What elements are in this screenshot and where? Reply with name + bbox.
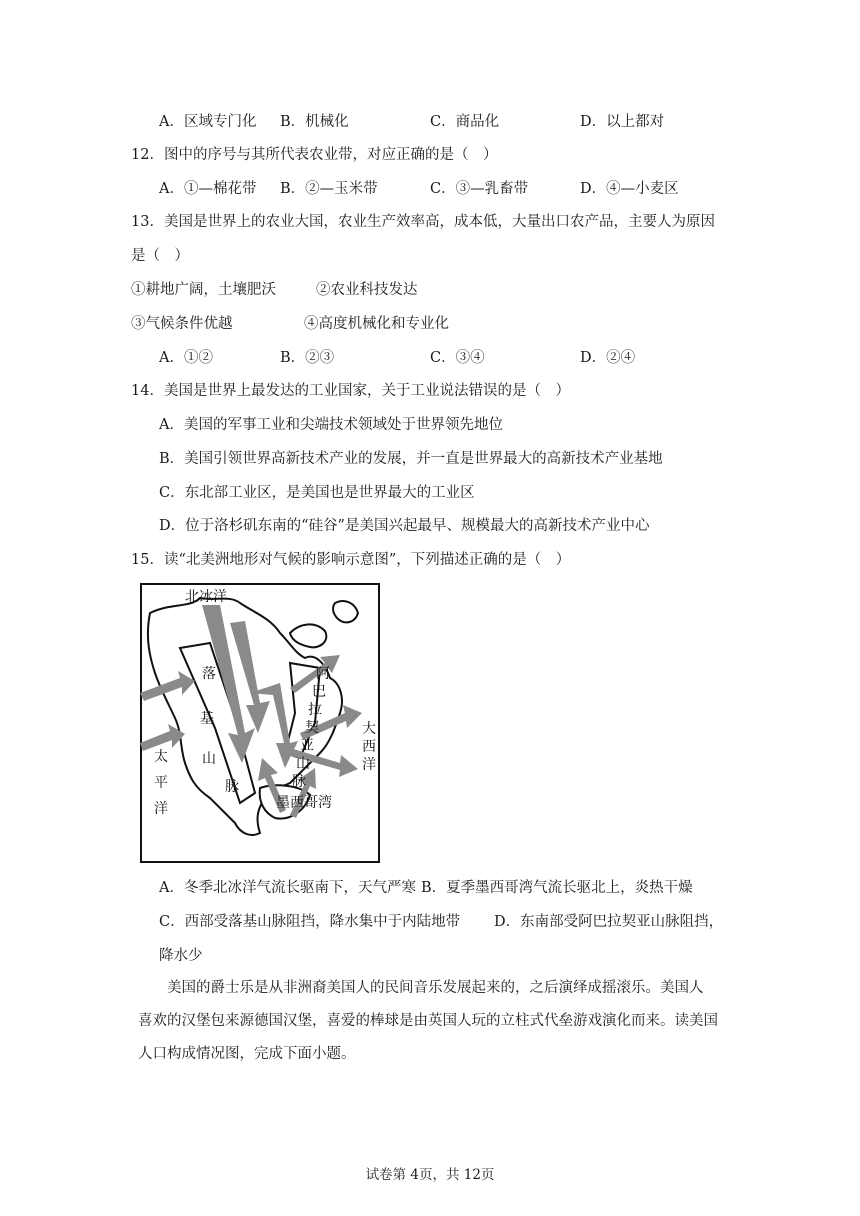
- map-label-atlantic-3: 洋: [362, 757, 376, 773]
- q15-option-d: D．东南部受阿巴拉契亚山脉阻挡，: [494, 914, 724, 930]
- map-label-appalachian-3: 拉: [308, 702, 322, 718]
- q13-option-d: D．②④: [580, 350, 636, 366]
- passage-line-2: 喜欢的汉堡包来源德国汉堡，喜爱的棒球是由英国人玩的立柱式代垒游戏演化而来。读美国: [138, 1013, 718, 1029]
- map-label-rocky-3: 山: [202, 751, 216, 767]
- q11-option-a: A．区域专门化: [159, 114, 257, 130]
- q14-option-c: C．东北部工业区，是美国也是世界最大的工业区: [159, 485, 475, 501]
- q13-option-a: A．①②: [159, 350, 213, 366]
- map-label-appalachian-5: 亚: [300, 738, 314, 754]
- q11-option-c: C．商品化: [430, 114, 500, 130]
- map-label-arctic: 北冰洋: [185, 589, 227, 605]
- q11-option-d: D．以上都对: [580, 114, 665, 130]
- q14-stem: 14．美国是世界上最发达的工业国家，关于工业说法错误的是（ ）: [131, 383, 570, 399]
- passage-line-3: 人口构成情况图，完成下面小题。: [138, 1046, 356, 1062]
- q14-option-a: A．美国的军事工业和尖端技术领域处于世界领先地位: [159, 417, 503, 433]
- q13-option-b: B．②③: [280, 350, 335, 366]
- map-label-rocky-2: 基: [200, 711, 214, 727]
- q12-option-d: D．④—小麦区: [580, 181, 679, 197]
- q15-option-d-cont: 降水少: [159, 948, 203, 964]
- reading-passage: [138, 972, 718, 1071]
- q11-option-b: B．机械化: [280, 114, 349, 130]
- map-label-pacific-1: 太: [154, 749, 168, 765]
- map-label-rocky-4: 脉: [225, 779, 239, 795]
- map-label-appalachian-2: 巴: [312, 684, 326, 700]
- q14-option-d: D．位于洛杉矶东南的“硅谷”是美国兴起最早、规模最大的高新技术产业中心: [159, 518, 650, 534]
- q12-option-b: B．②—玉米带: [280, 181, 378, 197]
- q12-stem: 12．图中的序号与其所代表农业带，对应正确的是（ ）: [131, 147, 498, 163]
- q15-option-c: C．西部受落基山脉阻挡，降水集中于内陆地带: [159, 914, 461, 930]
- map-label-appalachian-6: 山: [296, 756, 310, 772]
- q13-item-2: ②农业科技发达: [316, 282, 418, 298]
- q13-item-3: ③气候条件优越: [131, 316, 233, 332]
- map-label-pacific-3: 洋: [154, 801, 168, 817]
- map-label-appalachian-1: 阿: [316, 666, 330, 682]
- page-footer: 试卷第 4页，共 12页: [365, 1167, 495, 1183]
- map-label-appalachian-4: 契: [305, 720, 319, 736]
- q13-item-1: ①耕地广阔，土壤肥沃: [131, 282, 276, 298]
- q14-option-b: B．美国引领世界高新技术产业的发展，并一直是世界最大的高新技术产业基地: [159, 451, 663, 467]
- q13-stem-line1: 13．美国是世界上的农业大国，农业生产效率高，成本低，大量出口农产品，主要人为原因: [131, 214, 715, 230]
- q12-option-a: A．①—棉花带: [159, 181, 257, 197]
- map-label-atlantic-2: 西: [362, 739, 376, 755]
- map-label-rocky-1: 落: [202, 666, 216, 682]
- q13-stem-line2: 是（ ）: [131, 248, 189, 264]
- q13-option-c: C．③④: [430, 350, 485, 366]
- map-label-atlantic-1: 大: [362, 721, 376, 737]
- map-label-appalachian-7: 脉: [292, 774, 306, 790]
- passage-line-1: 美国的爵士乐是从非洲裔美国人的民间音乐发展起来的，之后演绎成摇滚乐。美国人: [167, 980, 704, 996]
- map-label-gulf: 墨西哥湾: [276, 795, 332, 811]
- north-america-climate-map: [140, 583, 380, 863]
- q12-option-c: C．③—乳畜带: [430, 181, 529, 197]
- q13-item-4: ④高度机械化和专业化: [304, 316, 449, 332]
- q15-stem: 15．读“北美洲地形对气候的影响示意图”，下列描述正确的是（ ）: [131, 552, 571, 568]
- map-label-pacific-2: 平: [154, 775, 168, 791]
- q15-option-b: B．夏季墨西哥湾气流长驱北上，炎热干燥: [421, 880, 693, 896]
- q15-option-a: A．冬季北冰洋气流长驱南下，天气严寒: [159, 880, 416, 896]
